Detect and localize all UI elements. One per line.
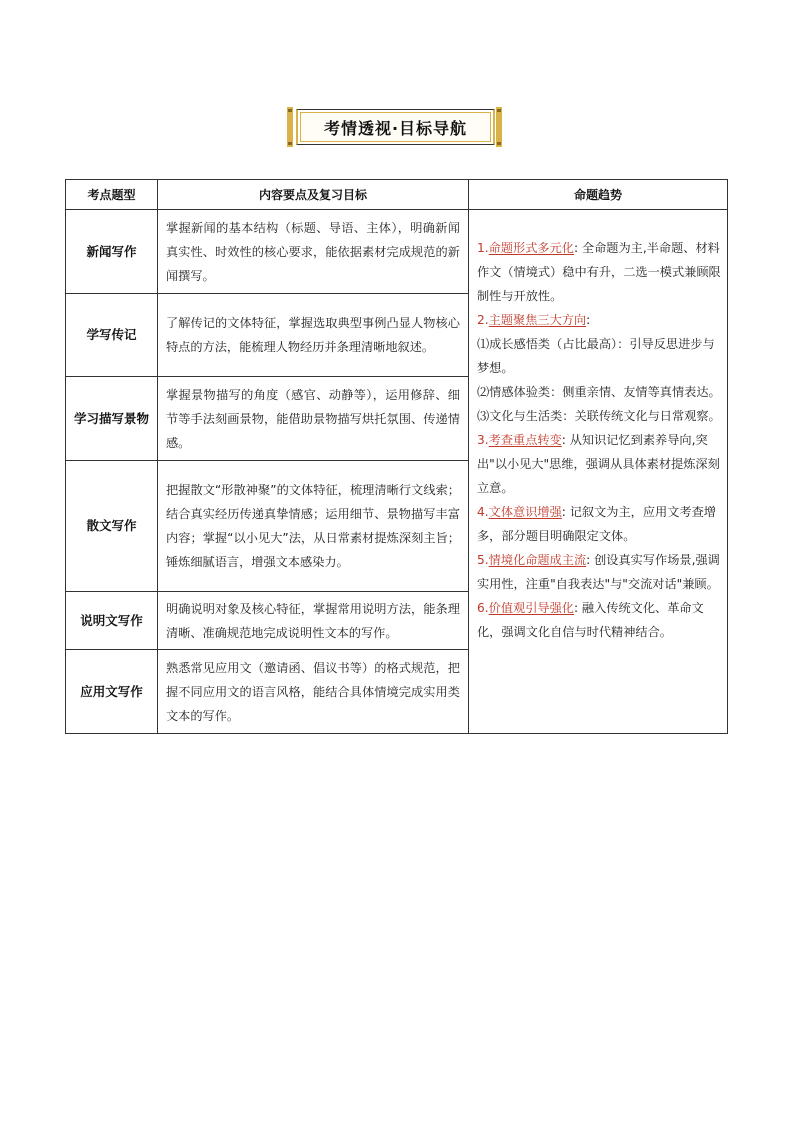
banner-scroll-right [496,107,502,147]
trend-item: ⑶文化与生活类：关联传统文化与日常观察。 [477,409,721,423]
review-table [65,179,728,734]
trend-cell [469,210,728,734]
trend-item: 4.文体意识增强: 记叙文为主，应用文考查增多，部分题目明确限定文体。 [477,505,716,543]
content-cell: 把握散文“形散神聚”的文体特征，梳理清晰行文线索；结合真实经历传递真挚情感；运用细节、景物描写丰富内容；掌握“以小见大”法，从日常素材提炼深刻主旨；锤炼细腻语言，增强文本感染力。 [158,461,469,592]
content-cell: 了解传记的文体特征，掌握选取典型事例凸显人物核心特点的方法，能梳理人物经历并条理清晰地叙述。 [158,294,469,377]
table-header-row [66,180,728,210]
trend-item: 2.主题聚焦三大方向: [477,313,591,327]
trend-item: ⑴成长感悟类（占比最高）：引导反思进步与梦想。 [477,337,715,375]
header-trend: 命题趋势 [469,180,728,210]
trend-item: 3.考查重点转变: 从知识记忆到素养导向,突出"以小见大"思维，强调从具体素材提炼深刻立意。 [477,433,720,495]
content-cell: 明确说明对象及核心特征，掌握常用说明方法，能条理清晰、准确规范地完成说明性文本的写作。 [158,592,469,650]
content-cell: 掌握新闻的基本结构（标题、导语、主体），明确新闻真实性、时效性的核心要求，能依据素材完成规范的新闻撰写。 [158,210,469,294]
title-banner [287,107,502,147]
topic-cell: 应用文写作 [66,650,158,734]
topic-cell: 学写传记 [66,294,158,377]
table-row [66,210,728,294]
header-content: 内容要点及复习目标 [158,180,469,210]
topic-cell: 说明文写作 [66,592,158,650]
topic-cell: 散文写作 [66,461,158,592]
banner-scroll-left [287,107,293,147]
trend-item: ⑵情感体验类：侧重亲情、友情等真情表达。 [477,385,721,399]
trend-item: 5.情境化命题成主流: 创设真实写作场景,强调实用性，注重"自我表达"与"交流对话"兼顾。 [477,553,720,591]
topic-cell: 学习描写景物 [66,377,158,461]
header-topic: 考点题型 [66,180,158,210]
trend-item: 6.价值观引导强化: 融入传统文化、革命文化，强调文化自信与时代精神结合。 [477,601,704,639]
content-cell: 掌握景物描写的角度（感官、动静等），运用修辞、细节等手法刻画景物，能借助景物描写烘托氛围、传递情感。 [158,377,469,461]
trend-item: 1.命题形式多元化: 全命题为主,半命题、材料作文（情境式）稳中有升，二选一模式兼顾限制性与开放性。 [477,241,721,303]
page-title: 考情透视·目标导航 [296,109,495,145]
topic-cell: 新闻写作 [66,210,158,294]
content-cell: 熟悉常见应用文（邀请函、倡议书等）的格式规范，把握不同应用文的语言风格，能结合具体情境完成实用类文本的写作。 [158,650,469,734]
